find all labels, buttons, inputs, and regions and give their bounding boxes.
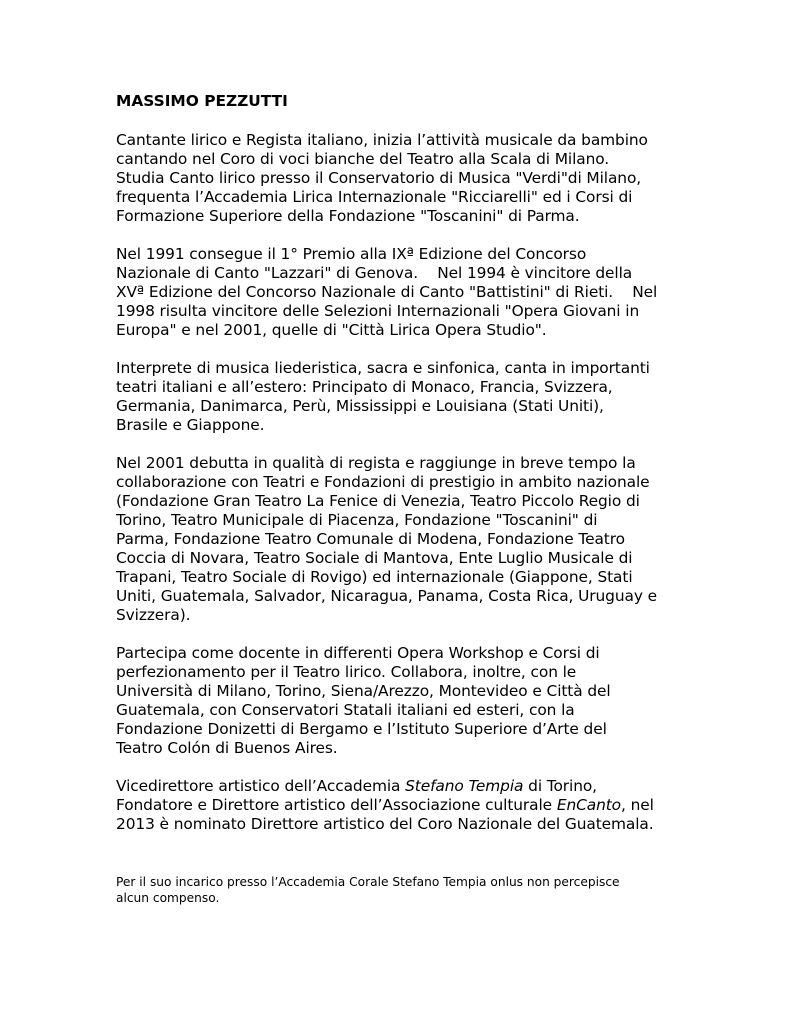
text-line: Trapani, Teatro Sociale di Rovigo) ed internazionale (Giappone, Stati	[116, 568, 633, 586]
text-line: Germania, Danimarca, Perù, Mississippi e Louisiana (Stati Uniti),	[116, 397, 604, 415]
text-line: Università di Milano, Torino, Siena/Arezzo, Montevideo e Città del	[116, 682, 611, 700]
paragraph-roles	[116, 777, 686, 834]
text-line: perfezionamento per il Teatro lirico. Collabora, inoltre, con le	[116, 663, 577, 681]
text-line: cantando nel Coro di voci bianche del Teatro alla Scala di Milano.	[116, 150, 610, 168]
text-line: Guatemala, con Conservatori Statali italiani ed esteri, con la	[116, 701, 575, 719]
text-line	[116, 796, 686, 815]
text-line: frequenta l’Accademia Lirica Internazionale "Ricciarelli" ed i Corsi di	[116, 188, 633, 206]
document-title: MASSIMO PEZZUTTI	[116, 92, 288, 110]
text-line: 1998 risulta vincitore delle Selezioni Internazionali "Opera Giovani in	[116, 302, 640, 320]
text-line: Partecipa come docente in differenti Opera Workshop e Corsi di	[116, 644, 600, 662]
text-segment: , nel	[621, 796, 654, 814]
text-line: Uniti, Guatemala, Salvador, Nicaragua, Panama, Costa Rica, Uruguay e	[116, 587, 657, 605]
text-line: Cantante lirico e Regista italiano, inizia l’attività musicale da bambino	[116, 131, 648, 149]
text-line: Parma, Fondazione Teatro Comunale di Modena, Fondazione Teatro	[116, 530, 625, 548]
text-line: 2013 è nominato Direttore artistico del Coro Nazionale del Guatemala.	[116, 815, 654, 833]
text-line: Studia Canto lirico presso il Conservatorio di Musica "Verdi"di Milano,	[116, 169, 642, 187]
paragraph-awards	[116, 245, 686, 340]
text-segment: di Torino,	[523, 777, 597, 795]
text-line: Fondazione Donizetti di Bergamo e l’Istituto Superiore d’Arte del	[116, 720, 607, 738]
text-line: Nazionale di Canto "Lazzari" di Genova. Nel 1994 è vincitore della	[116, 264, 633, 282]
paragraph-teaching	[116, 644, 686, 758]
text-line: XVª Edizione del Concorso Nazionale di Canto "Battistini" di Rieti. Nel	[116, 283, 658, 301]
text-line: (Fondazione Gran Teatro La Fenice di Venezia, Teatro Piccolo Regio di	[116, 492, 640, 510]
text-line: Svizzera).	[116, 606, 191, 624]
text-segment: Vicedirettore artistico dell’Accademia	[116, 777, 406, 795]
paragraph-directing	[116, 454, 686, 625]
text-line: Europa" e nel 2001, quelle di "Città Lirica Opera Studio".	[116, 321, 547, 339]
footnote-line: alcun compenso.	[116, 891, 220, 905]
document-page	[116, 91, 686, 853]
paragraph-repertoire	[116, 359, 686, 435]
paragraph-intro	[116, 131, 686, 226]
text-line: Nel 1991 consegue il 1° Premio alla IXª Edizione del Concorso	[116, 245, 587, 263]
text-segment: Fondatore e Direttore artistico dell’Associazione culturale	[116, 796, 557, 814]
footnote-line: Per il suo incarico presso l’Accademia Corale Stefano Tempia onlus non percepisce	[116, 875, 620, 889]
text-line: Formazione Superiore della Fondazione "Toscanini" di Parma.	[116, 207, 580, 225]
text-line: Interprete di musica liederistica, sacra e sinfonica, canta in importanti	[116, 359, 650, 377]
text-line: Brasile e Giappone.	[116, 416, 265, 434]
text-line: Coccia di Novara, Teatro Sociale di Mantova, Ente Luglio Musicale di	[116, 549, 633, 567]
text-line: Teatro Colón di Buenos Aires.	[116, 739, 338, 757]
text-line	[116, 777, 686, 796]
text-line: collaborazione con Teatri e Fondazioni di prestigio in ambito nazionale	[116, 473, 650, 491]
footnote	[116, 874, 686, 906]
text-line: Nel 2001 debutta in qualità di regista e raggiunge in breve tempo la	[116, 454, 636, 472]
text-line: teatri italiani e all’estero: Principato di Monaco, Francia, Svizzera,	[116, 378, 613, 396]
italic-name: EnCanto	[556, 796, 621, 814]
italic-name: Stefano Tempia	[405, 777, 524, 795]
text-line: Torino, Teatro Municipale di Piacenza, Fondazione "Toscanini" di	[116, 511, 598, 529]
